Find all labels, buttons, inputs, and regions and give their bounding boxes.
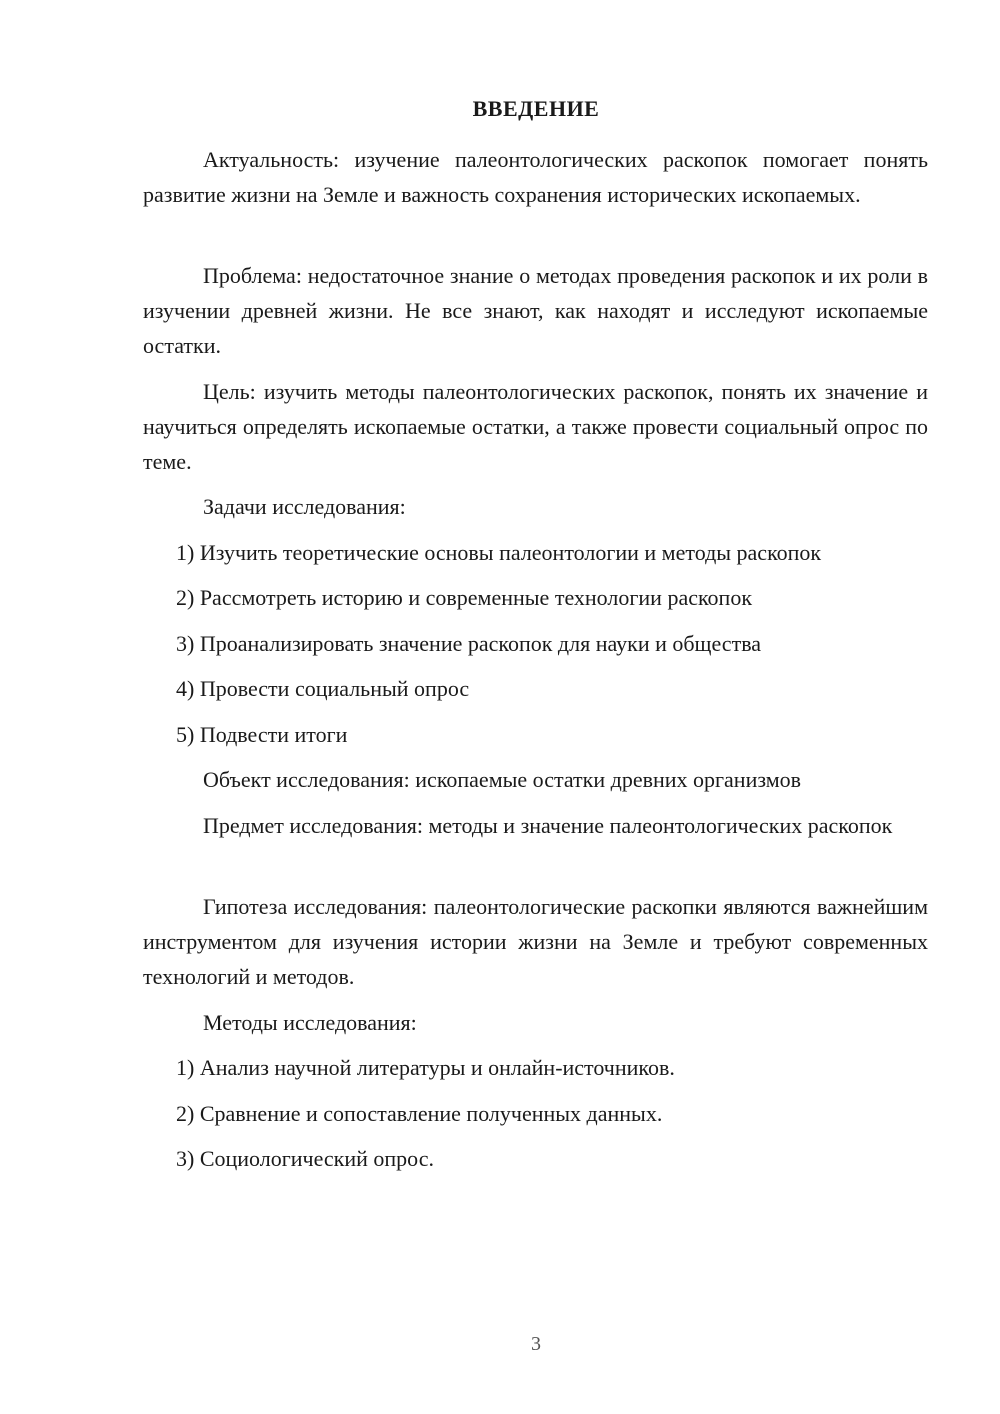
tasks-list bbox=[143, 717, 928, 752]
problem-text: Проблема: недостаточное знание о методах проведения раскопок и их роли в изучении древней жизни. Не все знают, как находят и исследуют ископаемые остатки. bbox=[143, 263, 928, 358]
tasks-label-block bbox=[143, 489, 928, 524]
hypothesis-text: Гипотеза исследования: палеонтологические раскопки являются важнейшим инструментом для изучения истории жизни на Земле и требуют современных технологий и методов. bbox=[143, 894, 928, 989]
task-item: 5) Подвести итоги bbox=[176, 722, 348, 747]
methods-list bbox=[143, 1141, 928, 1176]
task-item: 1) Изучить теоретические основы палеонтологии и методы раскопок bbox=[176, 540, 822, 565]
subject-paragraph bbox=[143, 808, 928, 843]
tasks-list bbox=[143, 535, 928, 570]
methods-list bbox=[143, 1050, 928, 1085]
tasks-list bbox=[143, 671, 928, 706]
method-item: 3) Социологический опрос. bbox=[176, 1146, 434, 1171]
object-text: Объект исследования: ископаемые остатки древних организмов bbox=[203, 767, 802, 792]
subject-text: Предмет исследования: методы и значение палеонтологических раскопок bbox=[203, 813, 893, 838]
relevance-text: Актуальность: изучение палеонтологических раскопок помогает понять развитие жизни на Земле и важность сохранения исторических ископаемых. bbox=[143, 147, 928, 207]
tasks-list bbox=[143, 626, 928, 661]
task-item: 2) Рассмотреть историю и современные технологии раскопок bbox=[176, 585, 753, 610]
goal-paragraph bbox=[143, 374, 928, 479]
problem-paragraph bbox=[143, 258, 928, 363]
section-heading: ВВЕДЕНИЕ bbox=[472, 96, 600, 121]
relevance-paragraph bbox=[143, 142, 928, 212]
method-item: 1) Анализ научной литературы и онлайн-источников. bbox=[176, 1055, 675, 1080]
hypothesis-paragraph bbox=[143, 889, 928, 994]
page-number: 3 bbox=[531, 1333, 541, 1355]
object-paragraph bbox=[143, 762, 928, 797]
methods-list bbox=[143, 1096, 928, 1131]
task-item: 3) Проанализировать значение раскопок для науки и общества bbox=[176, 631, 762, 656]
tasks-label: Задачи исследования: bbox=[203, 494, 406, 519]
tasks-list bbox=[143, 580, 928, 615]
methods-label-block bbox=[143, 1005, 928, 1040]
task-item: 4) Провести социальный опрос bbox=[176, 676, 470, 701]
goal-text: Цель: изучить методы палеонтологических раскопок, понять их значение и научиться определять ископаемые остатки, а также провести социальный опрос по теме. bbox=[143, 379, 928, 474]
method-item: 2) Сравнение и сопоставление полученных данных. bbox=[176, 1101, 663, 1126]
methods-label: Методы исследования: bbox=[203, 1010, 417, 1035]
